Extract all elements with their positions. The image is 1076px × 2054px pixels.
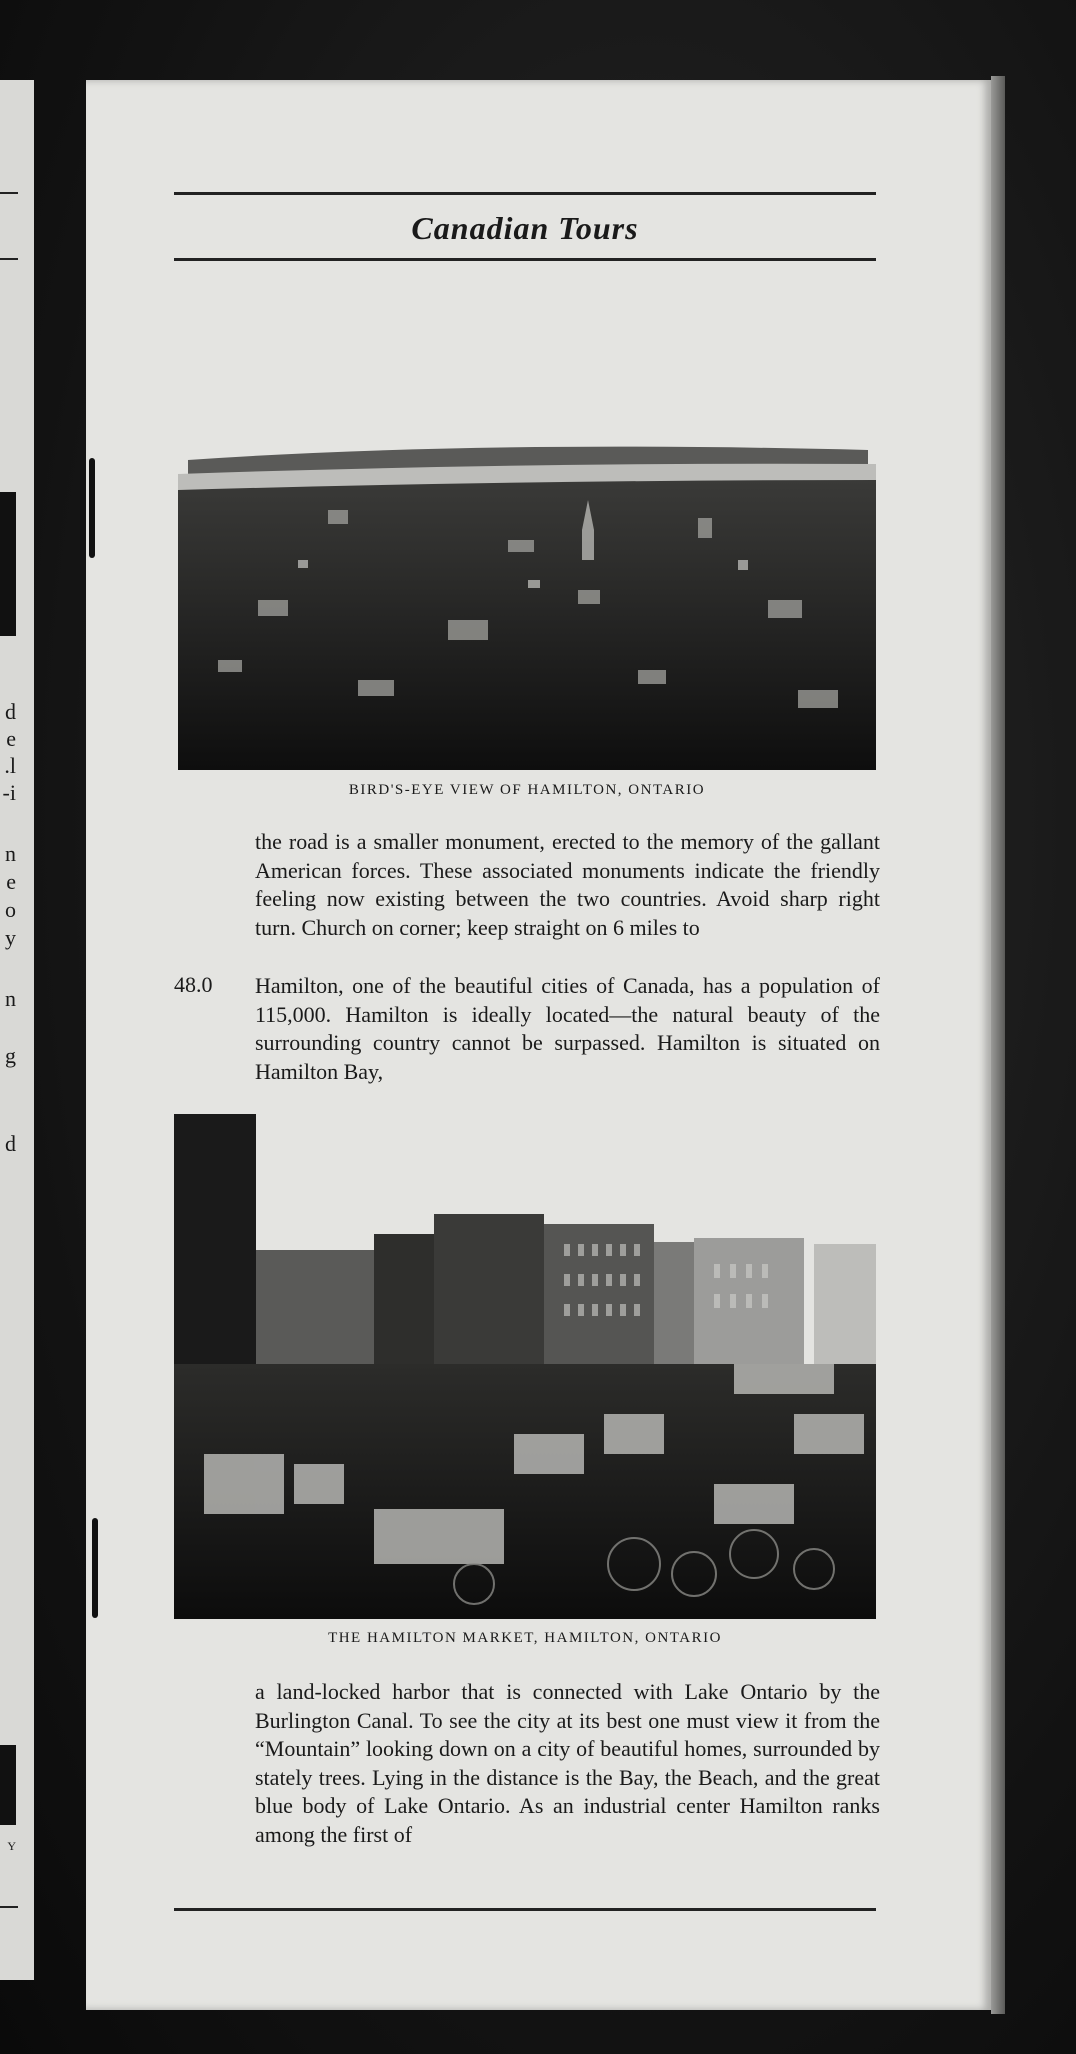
opposite-page-fragment: y (5, 925, 16, 950)
body-paragraph-2 (255, 1678, 880, 1850)
body-paragraph-1 (255, 828, 880, 942)
body-text-continuation: the road is a smaller monument, erected to the memory of the gallant American forces. These associated monuments indicate the friendly feeling now existing between the two countries. Avoid sharp right turn. Church on corner; keep straight on 6 miles to (255, 829, 880, 940)
opposite-page-rule-head (0, 258, 18, 260)
binding-mark (92, 1518, 98, 1618)
hamilton-description: Hamilton, one of the beautiful cities of Canada, has a population of 115,000. Hamilton is ideally located—the natural beauty of the surrounding country cannot be surpassed. Hamilton is situated on Hamilton Bay, (255, 973, 880, 1084)
binding-mark (89, 458, 95, 558)
opposite-page-fragment: d (5, 1131, 16, 1156)
opposite-page-fragment: g (5, 1043, 16, 1068)
mileage-entry-text (255, 972, 880, 1086)
header-rule-top (174, 192, 876, 195)
opposite-page-edge (0, 80, 34, 1980)
opposite-page-photo-edge (0, 492, 16, 636)
hamilton-market-photo (174, 1114, 876, 1619)
mileage-marker: 48.0 (174, 972, 213, 997)
opposite-page-fragment: o (5, 897, 16, 922)
opposite-page-rule-top (0, 192, 18, 194)
photo-caption-market: THE HAMILTON MARKET, HAMILTON, ONTARIO (328, 1630, 722, 1646)
body-text-harbor: a land-locked harbor that is connected with Lake Ontario by the Burlington Canal. To see the city at its best one must view it from the “Mountain” looking down on a city of beautiful homes, surrounded by stately trees. Lying in the distance is the Bay, the Beach, and the great blue body of Lake Ontario. As an industrial center Hamilton ranks among the first of (255, 1679, 880, 1847)
opposite-page-fragment: n (5, 841, 16, 866)
page-edge-shadow (991, 76, 1005, 2014)
footer-rule (174, 1908, 876, 1911)
opposite-page-fragment: l. (4, 753, 16, 778)
opposite-page-fragment: e (6, 869, 16, 894)
opposite-page-fragment: i- (2, 780, 16, 805)
running-head: Canadian Tours (411, 210, 639, 246)
birds-eye-view-photo (178, 440, 876, 770)
opposite-page-fragment: d (5, 699, 16, 724)
opposite-page-fragment: Y (7, 1839, 16, 1853)
opposite-page-rule-bottom (0, 1906, 18, 1908)
header-rule-bottom (174, 258, 876, 261)
opposite-page-photo-edge (0, 1745, 16, 1825)
opposite-page-fragment: e (6, 726, 16, 751)
photo-caption-birds-eye: BIRD'S-EYE VIEW OF HAMILTON, ONTARIO (348, 782, 706, 798)
opposite-page-fragment: n (5, 986, 16, 1011)
